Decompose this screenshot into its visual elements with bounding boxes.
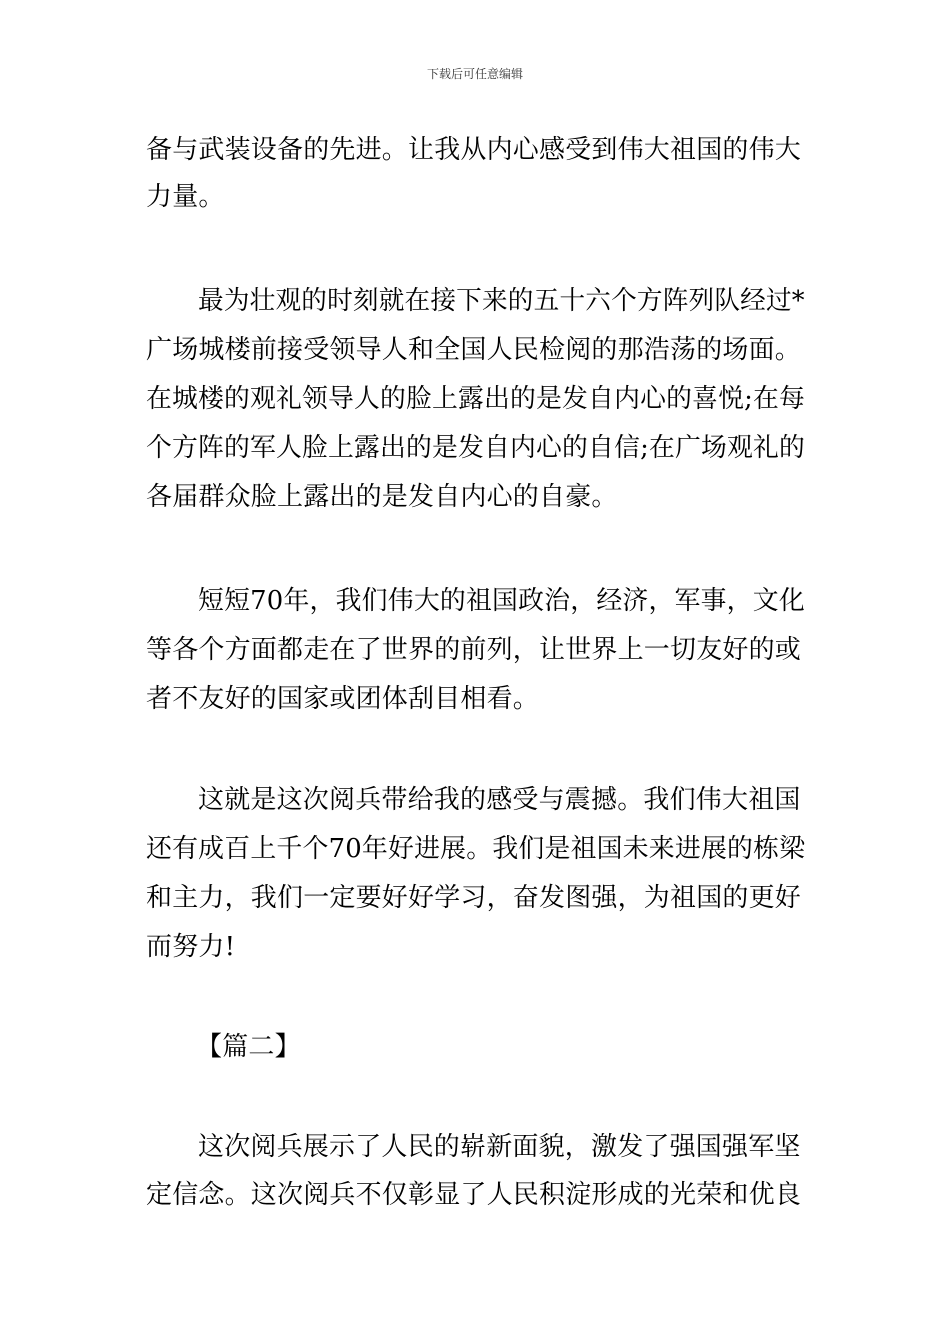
paragraph-line: 备与武装设备的先进。让我从内心感受到伟大祖国的伟大	[146, 135, 802, 165]
paragraph-line: 各届群众脸上露出的是发自内心的自豪。	[146, 482, 618, 512]
paragraph-line: 在城楼的观礼领导人的脸上露出的是发自内心的喜悦;在每	[146, 384, 805, 414]
paragraph-line: 力量。	[146, 182, 225, 212]
section-heading: 【篇二】	[196, 1032, 301, 1062]
paragraph-line: 广场城楼前接受领导人和全国人民检阅的那浩荡的场面。	[146, 335, 802, 365]
paragraph-line: 还有成百上千个70年好进展。我们是祖国未来进展的栋梁	[146, 834, 806, 864]
paragraph-line: 等各个方面都走在了世界的前列，让世界上一切友好的或	[146, 635, 802, 665]
paragraph-line: 这就是这次阅兵带给我的感受与震撼。我们伟大祖国	[198, 785, 801, 815]
paragraph-line: 个方阵的军人脸上露出的是发自内心的自信;在广场观礼的	[146, 433, 805, 463]
paragraph-line: 这次阅兵展示了人民的崭新面貌，激发了强国强军坚	[198, 1132, 801, 1162]
page-header: 下载后可任意编辑	[426, 67, 523, 81]
paragraph-line: 短短70年，我们伟大的祖国政治，经济，军事，文化	[198, 586, 805, 616]
paragraph-line: 者不友好的国家或团体刮目相看。	[146, 684, 540, 714]
paragraph-line: 最为壮观的时刻就在接下来的五十六个方阵列队经过*	[198, 286, 805, 316]
paragraph-line: 而努力!	[146, 932, 236, 962]
paragraph-line: 和主力，我们一定要好好学习，奋发图强，为祖国的更好	[146, 883, 802, 913]
paragraph-line: 定信念。这次阅兵不仅彰显了人民积淀形成的光荣和优良	[146, 1180, 802, 1210]
